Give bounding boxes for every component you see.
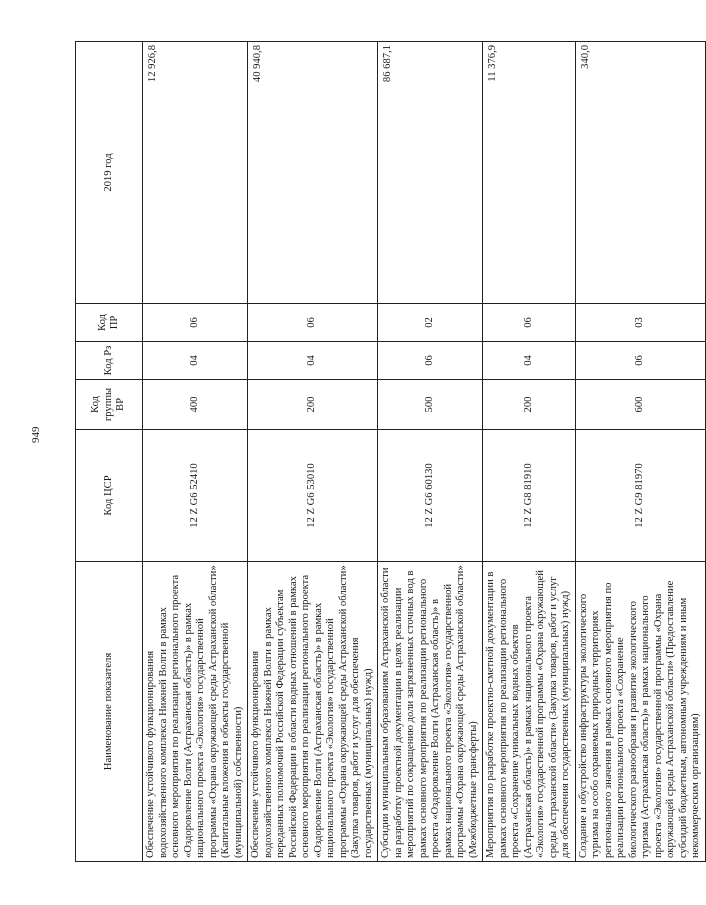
- row-rz: 04: [143, 342, 248, 380]
- row-name: Создание и обустройство инфраструктуры экологического туризма на особо охраняемых природных территориях регионального значения в рамках основного мероприятия по реализации регионального проекта «Сохранение биологического разнообразия и развитие экологического туризма (Астраханская область)» в рамках национального проекта «Экология» государственной программы «Охрана окружающей среды Астраханской области» (Предоставление субсидий бюджетным, автономным учреждениям и иным некоммерческим организациям): [575, 562, 705, 862]
- row-pr: 02: [378, 304, 483, 342]
- row-csr: 12 Z G6 60130: [378, 430, 483, 562]
- row-value: 340,0: [575, 42, 705, 304]
- table-header-row: [76, 42, 143, 862]
- rotated-table-wrapper: [75, 42, 701, 862]
- row-pr: 03: [575, 304, 705, 342]
- row-name: Обеспечение устойчивого функционирования водохозяйственного комплекса Нижней Волги в рамках переданных полномочий Российской Федерации субъектам Российской Федерации в области водных отношений в рамках основного мероприятия по реализации регионального проекта «Оздоровление Волги (Астраханская область)» в рамках национального проекта «Экология» государственной программы «Охрана окружающей среды Астраханской области» (Закупка товаров, работ и услуг для обеспечения государственных (муниципальных) нужд): [248, 562, 378, 862]
- row-group: 500: [378, 380, 483, 430]
- header-year: 2019 год: [76, 42, 143, 304]
- row-value: 86 687,1: [378, 42, 483, 304]
- row-name: Мероприятия по разработке проектно-сметной документации в рамках основного мероприятия по реализации регионального проекта «Сохранение уникальных водных объектов (Астраханская область)» в рамках национального проекта «Экология» государственной программы «Охрана окружающей среды Астраханской области» (Закупка товаров, работ и услуг для обеспечения государственных (муниципальных) нужд): [483, 562, 576, 862]
- budget-table: [75, 41, 706, 862]
- row-rz: 04: [248, 342, 378, 380]
- row-name: Субсидии муниципальным образованиям Астраханской области на разработку проектной документации в целях реализации мероприятий по сокращению доли загрязненных сточных вод в рамках основного мероприятия по реализации регионального проекта «Оздоровление Волги (Астраханская область)» в рамках национального проекта «Экология» государственной программы «Охрана окружающей среды Астраханской области» (Межбюджетные трансферты): [378, 562, 483, 862]
- header-group: Код группы ВР: [76, 380, 143, 430]
- row-rz: 04: [483, 342, 576, 380]
- table-row: [575, 42, 705, 862]
- row-pr: 06: [143, 304, 248, 342]
- row-value: 11 376,9: [483, 42, 576, 304]
- table-row: [378, 42, 483, 862]
- row-pr: 06: [248, 304, 378, 342]
- row-csr: 12 Z G6 52410: [143, 430, 248, 562]
- row-name: Обеспечение устойчивого функционирования водохозяйственного комплекса Нижней Волги в рамках основного мероприятия по реализации регионального проекта «Оздоровление Волги (Астраханская область)» в рамках национального проекта «Экология» государственной программы «Охрана окружающей среды Астраханской области» (Капитальные вложения в объекты государственной (муниципальной) собственности): [143, 562, 248, 862]
- row-group: 400: [143, 380, 248, 430]
- header-rz: Код Рз: [76, 342, 143, 380]
- row-value: 40 940,8: [248, 42, 378, 304]
- row-group: 600: [575, 380, 705, 430]
- row-csr: 12 Z G8 81910: [483, 430, 576, 562]
- row-pr: 06: [483, 304, 576, 342]
- row-rz: 06: [378, 342, 483, 380]
- row-group: 200: [483, 380, 576, 430]
- page-number: 949: [30, 426, 42, 443]
- table-row: [248, 42, 378, 862]
- header-name: Наименование показателя: [76, 562, 143, 862]
- row-rz: 06: [575, 342, 705, 380]
- header-csr: Код ЦСР: [76, 430, 143, 562]
- row-csr: 12 Z G9 81970: [575, 430, 705, 562]
- row-csr: 12 Z G6 53010: [248, 430, 378, 562]
- header-pr: Код ПР: [76, 304, 143, 342]
- row-group: 200: [248, 380, 378, 430]
- table-row: [483, 42, 576, 862]
- row-value: 12 926,8: [143, 42, 248, 304]
- table-row: [143, 42, 248, 862]
